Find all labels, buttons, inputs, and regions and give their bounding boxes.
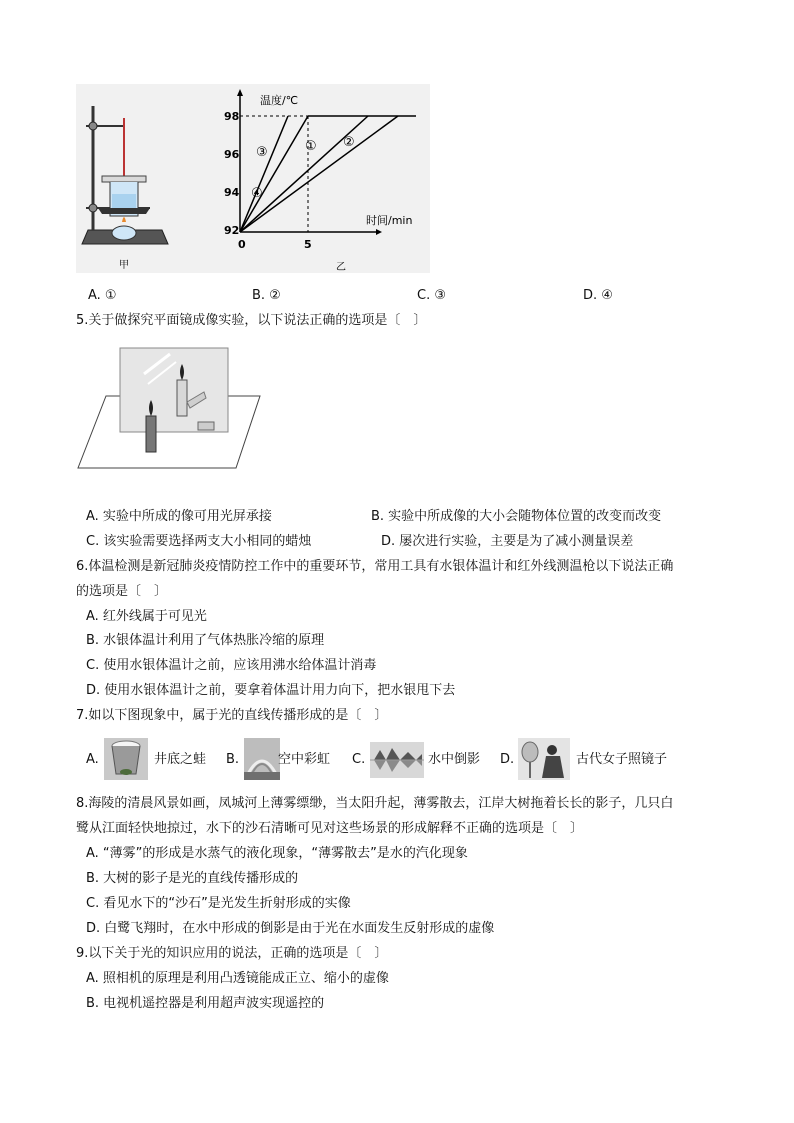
q7-stem: 7.如以下图现象中，属于光的直线传播形成的是〔 〕 [76,708,388,723]
q7-option-b-letter[interactable]: B. [226,752,240,767]
q8-option-c[interactable]: C. 看见水下的“沙石”是光发生折射形成的实像 [86,896,351,911]
q4-option-b[interactable]: B. ② [252,288,281,303]
q5-figure [76,344,262,470]
line-label-1: ① [305,139,317,154]
q4-figure [76,84,430,273]
frog-in-well-image [104,738,148,780]
q9-stem: 9.以下关于光的知识应用的说法，正确的选项是〔 〕 [76,946,388,961]
y-tick-92: 92 [224,224,240,237]
water-reflection-image [370,742,424,778]
q8-stem-line1: 8.海陵的清晨风景如画，凤城河上薄雾缥缈，当太阳升起，薄雾散去，江岸大树拖着长长的影子，几只白 [76,796,674,811]
q5-stem: 5.关于做探究平面镜成像实验，以下说法正确的选项是〔 〕 [76,313,427,328]
q4-option-a[interactable]: A. ① [88,288,117,303]
q7-option-a-letter[interactable]: A. [86,752,99,767]
x-axis-label: 时间/min [366,214,413,227]
q8-option-b[interactable]: B. 大树的影子是光的直线传播形成的 [86,871,299,886]
y-axis-label: 温度/℃ [260,94,299,107]
q5-option-b[interactable]: B. 实验中所成像的大小会随物体位置的改变而改变 [371,509,662,524]
q7-option-d-label[interactable]: 古代女子照镜子 [576,752,668,767]
q8-option-d[interactable]: D. 白鹭飞翔时，在水中形成的倒影是由于光在水面发生反射形成的虚像 [86,921,495,936]
line-label-4: ④ [251,186,263,201]
q4-figure-svg [76,84,430,273]
q9-option-a[interactable]: A. 照相机的原理是利用凸透镜能成正立、缩小的虚像 [86,971,389,986]
y-tick-98: 98 [224,110,240,123]
woman-mirror-image [518,738,570,780]
caption-left: 甲 [119,260,129,271]
x-tick-5: 5 [304,238,312,251]
q6-stem-line2: 的选项是〔 〕 [76,584,168,599]
q4-option-c[interactable]: C. ③ [417,288,446,303]
heating-apparatus-icon [82,106,168,244]
line-label-2: ② [343,135,355,150]
q6-stem-line1: 6.体温检测是新冠肺炎疫情防控工作中的重要环节，常用工具有水银体温计和红外线测温枪以下说法正确 [76,559,674,574]
q8-option-a[interactable]: A. “薄雾”的形成是水蒸气的液化现象，“薄雾散去”是水的汽化现象 [86,846,468,861]
origin-label: 0 [238,238,246,251]
q5-option-a[interactable]: A. 实验中所成的像可用光屏承接 [86,509,272,524]
q8-stem-line2: 鹭从江面轻快地掠过，水下的沙石清晰可见对这些场景的形成解释不正确的选项是〔 〕 [76,821,584,836]
q7-option-a-label[interactable]: 井底之蛙 [154,752,207,767]
q5-option-d[interactable]: D. 屡次进行实验，主要是为了减小测量误差 [381,534,634,549]
q6-option-a[interactable]: A. 红外线属于可见光 [86,609,207,624]
rainbow-image [244,738,280,780]
q4-option-d[interactable]: D. ④ [583,288,613,303]
y-tick-94: 94 [224,186,240,199]
line-label-3: ③ [256,145,268,160]
caption-right: 乙 [336,262,346,273]
q6-option-c[interactable]: C. 使用水银体温计之前，应该用沸水给体温计消毒 [86,658,377,673]
q6-option-d[interactable]: D. 使用水银体温计之前，要拿着体温计用力向下，把水银甩下去 [86,683,456,698]
q7-option-b-label[interactable]: 空中彩虹 [278,752,331,767]
y-tick-96: 96 [224,148,240,161]
q7-option-c-label[interactable]: 水中倒影 [428,752,481,767]
q7-option-c-letter[interactable]: C. [352,752,366,767]
q5-option-c[interactable]: C. 该实验需要选择两支大小相同的蜡烛 [86,534,312,549]
plane-mirror-candles-icon [76,344,262,470]
q9-option-b[interactable]: B. 电视机遥控器是利用超声波实现遥控的 [86,996,325,1011]
q6-option-b[interactable]: B. 水银体温计利用了气体热胀冷缩的原理 [86,633,325,648]
q7-option-d-letter[interactable]: D. [500,752,515,767]
